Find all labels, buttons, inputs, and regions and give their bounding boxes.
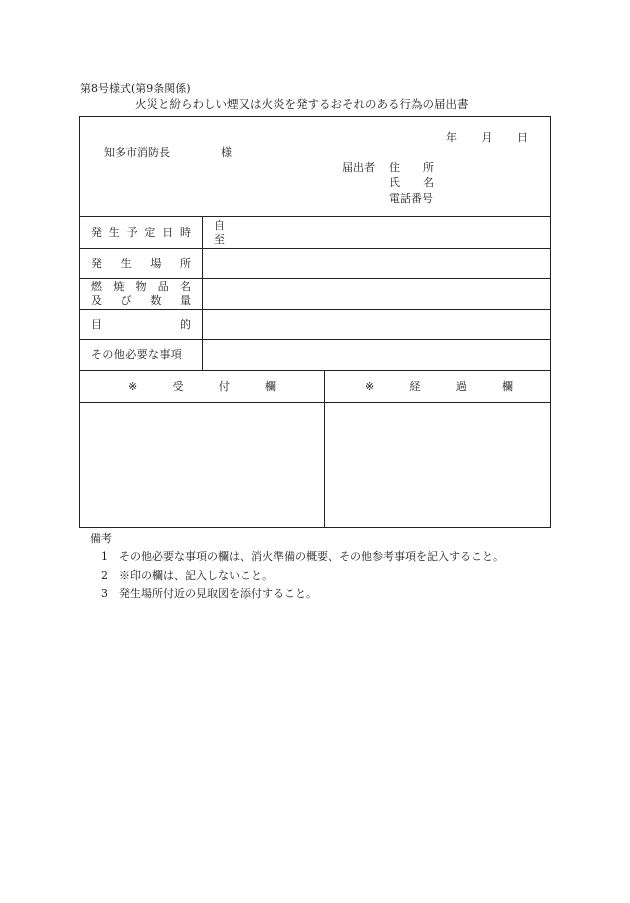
address-label [389, 162, 434, 173]
label-char: 焼 [113, 280, 125, 293]
form-table [79, 116, 551, 528]
material-field[interactable] [204, 280, 548, 308]
label-column-divider [202, 216, 203, 370]
date-month-label: 月 [481, 131, 493, 144]
label-char: 予 [126, 226, 138, 239]
schedule-from-label: 自 [214, 219, 225, 232]
header-char: 経 [409, 380, 421, 393]
label-char: 的 [180, 318, 191, 331]
label-char: 場 [150, 257, 162, 270]
note-number: 3 [101, 587, 108, 600]
progress-header [365, 381, 513, 392]
name-label-char: 名 [423, 176, 434, 189]
material-label-line1 [91, 281, 191, 292]
purpose-field[interactable] [204, 310, 548, 338]
header-char: 受 [172, 380, 184, 393]
label-char: 定 [144, 226, 156, 239]
label-char: 量 [179, 294, 191, 307]
name-label-char: 氏 [389, 176, 400, 189]
note-number: 1 [101, 550, 108, 563]
divider [80, 339, 550, 340]
other-label: その他必要な事項 [91, 348, 183, 361]
material-label-line2 [91, 295, 191, 306]
addressee-honorific: 様 [221, 146, 232, 159]
label-char: 時 [179, 226, 191, 239]
place-field[interactable] [204, 249, 548, 277]
divider [80, 278, 550, 279]
name-label [389, 177, 434, 188]
addressee: 知多市消防長 [104, 146, 170, 159]
label-char: 目 [91, 318, 102, 331]
label-char: 物 [135, 280, 147, 293]
label-char: 燃 [91, 280, 102, 293]
label-char: 名 [180, 280, 191, 293]
phone-label: 電話番号 [389, 192, 433, 205]
address-label-char: 住 [389, 161, 400, 174]
purpose-label [91, 319, 191, 330]
note-text: その他必要な事項の欄は、消火準備の概要、その他参考事項を記入すること。 [119, 550, 504, 563]
place-label [91, 258, 191, 269]
notes-heading: 備考 [90, 532, 112, 545]
note-item [101, 551, 504, 562]
label-char: 生 [120, 257, 132, 270]
note-mark: ※ [365, 380, 375, 393]
note-text: 発生場所付近の見取図を添付すること。 [119, 587, 317, 600]
divider [80, 370, 550, 371]
label-char: 日 [162, 226, 174, 239]
label-char: 数 [150, 294, 162, 307]
note-mark: ※ [128, 380, 138, 393]
date-day-label: 日 [517, 131, 528, 144]
schedule-to-label: 至 [214, 233, 225, 246]
label-char: 発 [91, 226, 102, 239]
form-title: 火災と紛らわしい煙又は火炎を発するおそれのある行為の届出書 [135, 97, 469, 111]
note-item [101, 588, 317, 599]
other-field[interactable] [204, 341, 548, 369]
address-label-char: 所 [423, 161, 434, 174]
progress-area [325, 403, 550, 527]
reception-area [80, 403, 323, 527]
label-char: 発 [91, 257, 102, 270]
header-char: 欄 [264, 380, 276, 393]
header-char: 欄 [501, 380, 513, 393]
reception-header [128, 381, 276, 392]
date-year-label: 年 [446, 131, 457, 144]
header-char: 過 [455, 380, 467, 393]
schedule-field[interactable] [230, 217, 548, 247]
label-char: 所 [179, 257, 191, 270]
note-number: 2 [101, 569, 108, 582]
note-text: ※印の欄は、記入しないこと。 [119, 569, 273, 582]
header-char: 付 [218, 380, 230, 393]
label-char: 生 [108, 226, 120, 239]
label-char: 及 [91, 294, 102, 307]
label-char: び [120, 294, 132, 307]
notifier-label: 届出者 [342, 161, 375, 174]
form-number: 第8号様式(第9条関係) [80, 82, 191, 95]
label-char: 品 [157, 280, 169, 293]
schedule-label [91, 227, 191, 238]
note-item [101, 570, 273, 581]
date-line [446, 132, 528, 143]
